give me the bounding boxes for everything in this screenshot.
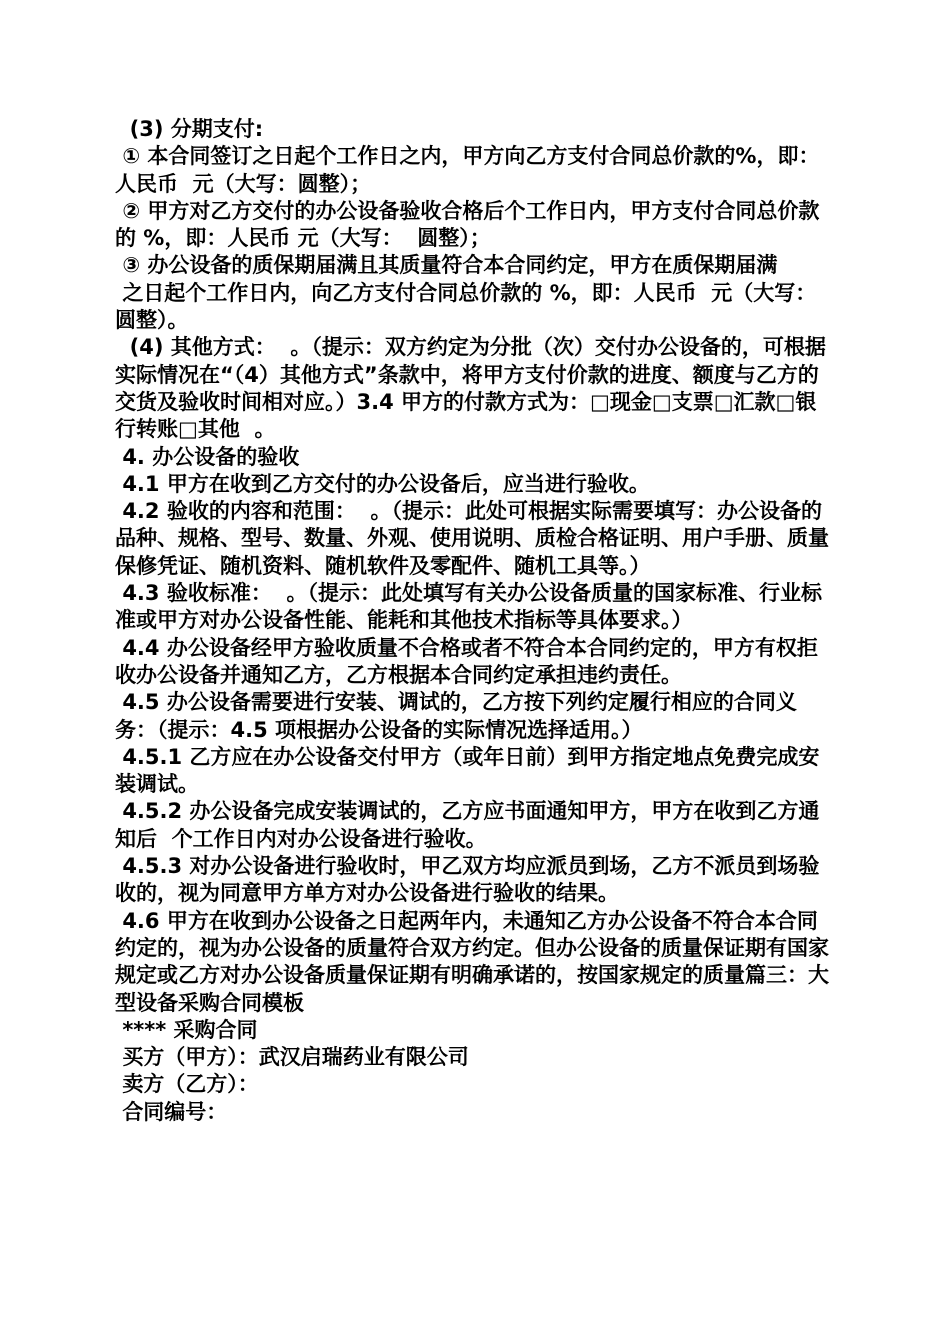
clause-4-5-3: 4.5.3 对办公设备进行验收时，甲乙双方均应派员到场，乙方不派员到场验收的，视为同意甲方单方对办公设备进行验收的结果。 [115, 854, 820, 906]
seller-line: 卖方（乙方）： [115, 1072, 259, 1097]
document-body [115, 116, 835, 1126]
contract-title: **** 采购合同 [115, 1017, 258, 1042]
clause-4-2: 4.2 验收的内容和范围： 。（提示：此处可根据实际需要填写：办公设备的品种、规格、型号、数量、外观、使用说明、质检合格证明、用户手册、质量保修凭证、随机资料、随机软件及零配件、随机工具等。） [115, 499, 829, 578]
clause-3-item-1: ① 本合同签订之日起个工作日之内，甲方向乙方支付合同总价款的%，即：人民币 元（大写：圆整）； [115, 144, 820, 196]
clause-4-other-methods: (4) 其他方式： 。（提示：双方约定为分批（次）交付办公设备的，可根据实际情况在“（4）其他方式”条款中，将甲方支付价款的进度、额度与乙方的交货及验收时间相对应。）3.4 甲方的付款方式为：□现金□支票□汇款□银行转账□其他 。 [115, 335, 826, 442]
clause-4-5-1: 4.5.1 乙方应在办公设备交付甲方（或年日前）到甲方指定地点免费完成安装调试。 [115, 744, 820, 797]
clause-3-item-2: ② 甲方对乙方交付的办公设备验收合格后个工作日内，甲方支付合同总价款的 %，即：人民币 元（大写： 圆整）； [115, 198, 820, 251]
clause-4-5: 4.5 办公设备需要进行安装、调试的，乙方按下列约定履行相应的合同义务：（提示：4.5 项根据办公设备的实际情况选择适用。） [115, 690, 797, 742]
clause-4-3: 4.3 验收标准： 。（提示：此处填写有关办公设备质量的国家标准、行业标准或甲方对办公设备性能、能耗和其他技术指标等具体要求。） [115, 581, 822, 633]
contract-number-line: 合同编号： [115, 1099, 228, 1124]
clause-3-item-3: ③ 办公设备的质保期届满且其质量符合本合同约定，甲方在质保期届满 [115, 253, 778, 278]
buyer-line: 买方（甲方）：武汉启瑞药业有限公司 [115, 1045, 469, 1070]
clause-3-item-3-cont: 之日起个工作日内，向乙方支付合同总价款的 %，即：人民币 元（大写： 圆整）。 [115, 280, 831, 333]
clause-4-6: 4.6 甲方在收到办公设备之日起两年内，未通知乙方办公设备不符合本合同约定的，视为办公设备的质量符合双方约定。但办公设备的质量保证期有国家规定或乙方对办公设备质量保证期有明确承诺的，按国家规定的质量篇三：大型设备采购合同模板 [115, 908, 829, 1015]
clause-4-5-2: 4.5.2 办公设备完成安装调试的，乙方应书面通知甲方，甲方在收到乙方通知后 个工作日内对办公设备进行验收。 [115, 799, 820, 851]
section-4-heading: 4. 办公设备的验收 [115, 444, 300, 469]
clause-3-heading: (3) 分期支付: [115, 117, 264, 141]
clause-4-1: 4.1 甲方在收到乙方交付的办公设备后，应当进行验收。 [115, 471, 650, 496]
clause-4-4: 4.4 办公设备经甲方验收质量不合格或者不符合本合同约定的，甲方有权拒收办公设备并通知乙方，乙方根据本合同约定承担违约责任。 [115, 635, 818, 687]
